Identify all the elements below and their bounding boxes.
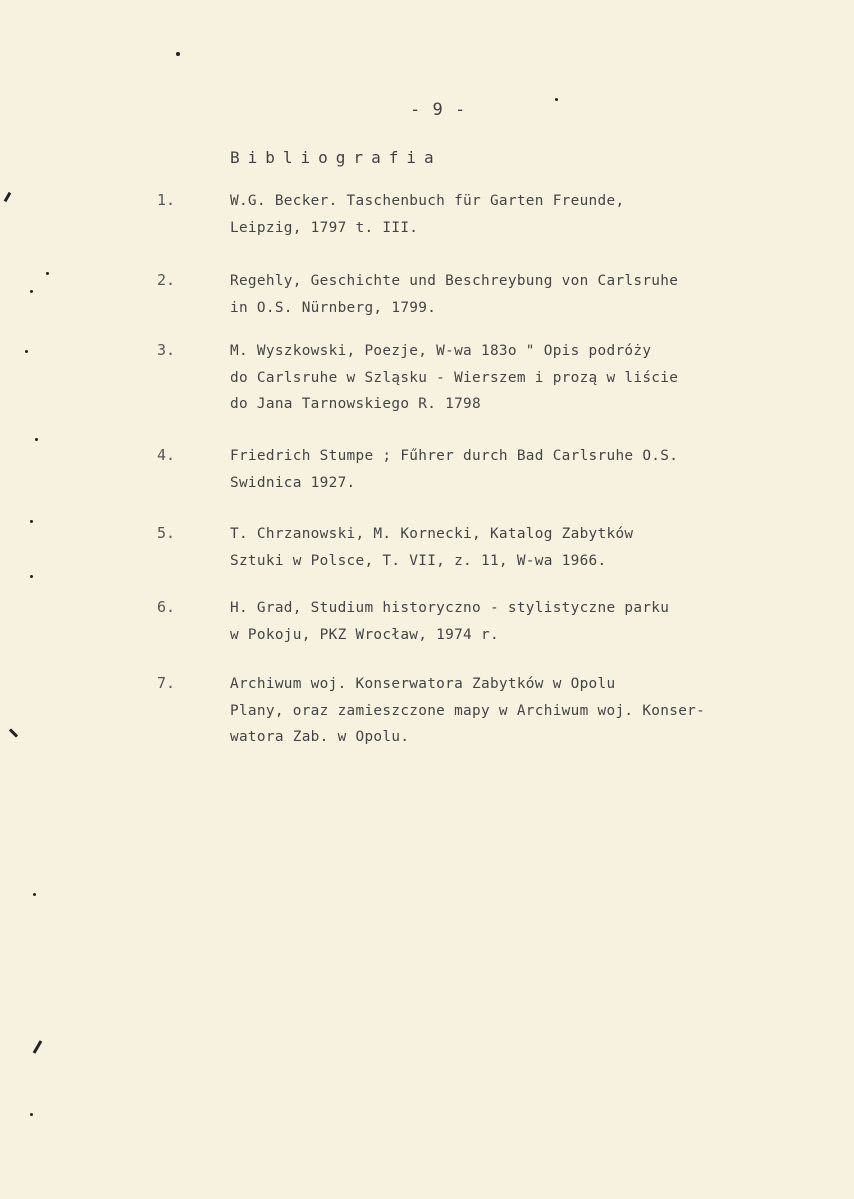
scan-speck [30, 1113, 33, 1116]
entry-number: 4. [157, 446, 176, 464]
scan-speck [30, 290, 33, 293]
entry-number: 1. [157, 191, 176, 209]
entry-number: 6. [157, 598, 176, 616]
entry-number: 7. [157, 674, 176, 692]
page-title: Bibliografia [230, 148, 442, 167]
scan-speck [46, 272, 49, 275]
scan-speck [35, 438, 38, 441]
entry-number: 2. [157, 271, 176, 289]
margin-mark [9, 728, 18, 737]
entry-text: Regehly, Geschichte und Beschreybung von Carlsruhe in O.S. Nürnberg, 1799. [230, 273, 679, 316]
margin-mark [33, 1040, 43, 1054]
entry-text: Archiwum woj. Konserwatora Zabytków w Opolu Plany, oraz zamieszczone mapy w Archiwum woj. Konser- watora Zab. w Opolu. [230, 676, 706, 745]
entry-text: H. Grad, Studium historyczno - stylistyczne parku w Pokoju, PKZ Wrocław, 1974 r. [230, 600, 670, 643]
entry-number: 5. [157, 524, 176, 542]
scan-speck [33, 893, 36, 896]
scan-speck [30, 575, 33, 578]
entry-number: 3. [157, 341, 176, 359]
scan-speck [176, 52, 180, 56]
scan-speck [25, 350, 28, 353]
scan-speck [555, 98, 558, 101]
scan-speck [30, 520, 33, 523]
entry-text: M. Wyszkowski, Poezje, W-wa 183o " Opis podróży do Carlsruhe w Szląsku - Wierszem i prozą w liście do Jana Tarnowskiego R. 1798 [230, 343, 679, 412]
margin-mark [4, 192, 12, 202]
entry-text: Friedrich Stumpe ; Fűhrer durch Bad Carlsruhe O.S. Swidnica 1927. [230, 448, 679, 491]
page-number: - 9 - [410, 100, 467, 120]
entry-text: T. Chrzanowski, M. Kornecki, Katalog Zabytków Sztuki w Polsce, T. VII, z. 11, W-wa 1966. [230, 526, 634, 569]
entry-text: W.G. Becker. Taschenbuch für Garten Freunde, Leipzig, 1797 t. III. [230, 193, 625, 236]
